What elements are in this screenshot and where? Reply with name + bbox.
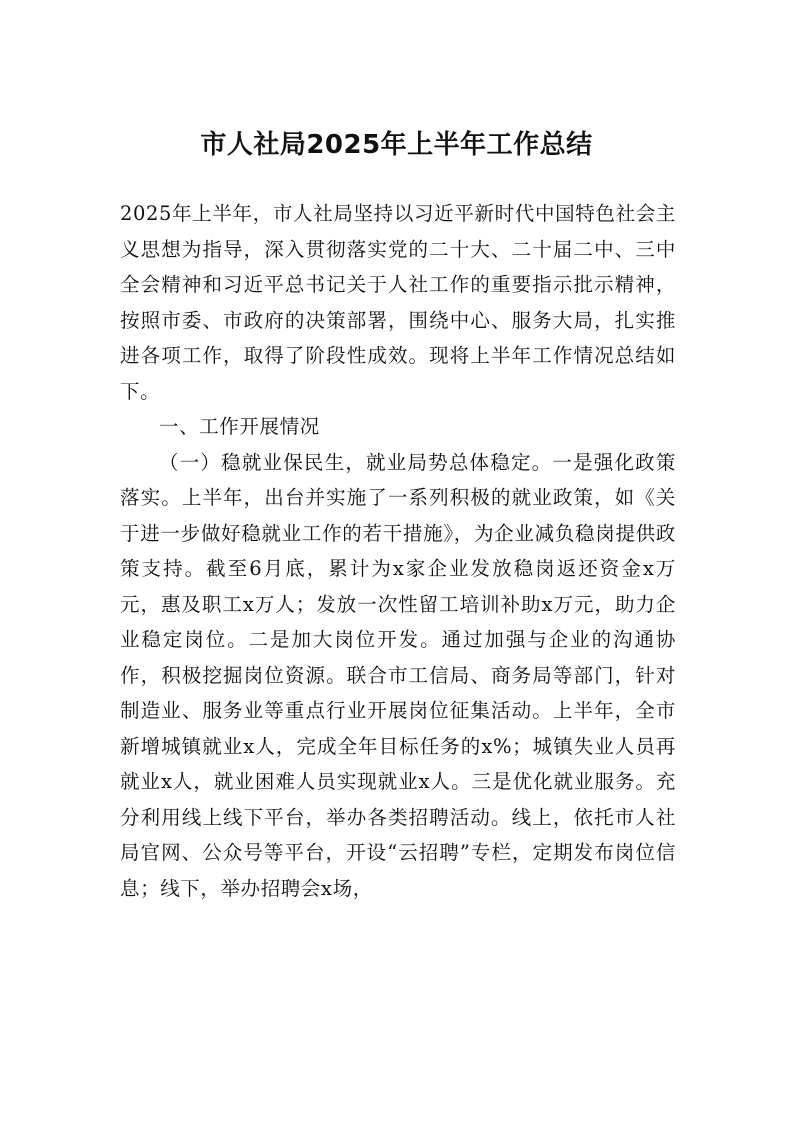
document-body [120, 196, 676, 906]
section-heading: 一、工作开展情况 [159, 415, 320, 438]
subsection-paragraph: （一）稳就业保民生，就业局势总体稳定。一是强化政策落实。上半年，出台并实施了一系列积极的就业政策，如《关于进一步做好稳就业工作的若干措施》，为企业减负稳岗提供政策支持。截至6月底，累计为x家企业发放稳岗返还资金x万元，惠及职工x万人；发放一次性留工培训补助x万元，助力企业稳定岗位。二是加大岗位开发。通过加强与企业的沟通协作，积极挖掘岗位资源。联合市工信局、商务局等部门，针对制造业、服务业等重点行业开展岗位征集活动。上半年，全市新增城镇就业x人，完成全年目标任务的x%；城镇失业人员再就业x人，就业困难人员实现就业x人。三是优化就业服务。充分利用线上线下平台，举办各类招聘活动。线上，依托市人社局官网、公众号等平台，开设“云招聘”专栏，定期发布岗位信息；线下，举办招聘会x场， [120, 450, 676, 900]
intro-paragraph: 2025年上半年，市人社局坚持以习近平新时代中国特色社会主义思想为指导，深入贯彻落实党的二十大、二十届二中、三中全会精神和习近平总书记关于人社工作的重要指示批示精神，按照市委、市政府的决策部署，围绕中心、服务大局，扎实推进各项工作，取得了阶段性成效。现将上半年工作情况总结如下。 [120, 202, 676, 403]
document-title: 市人社局2025年上半年工作总结 [200, 130, 593, 160]
